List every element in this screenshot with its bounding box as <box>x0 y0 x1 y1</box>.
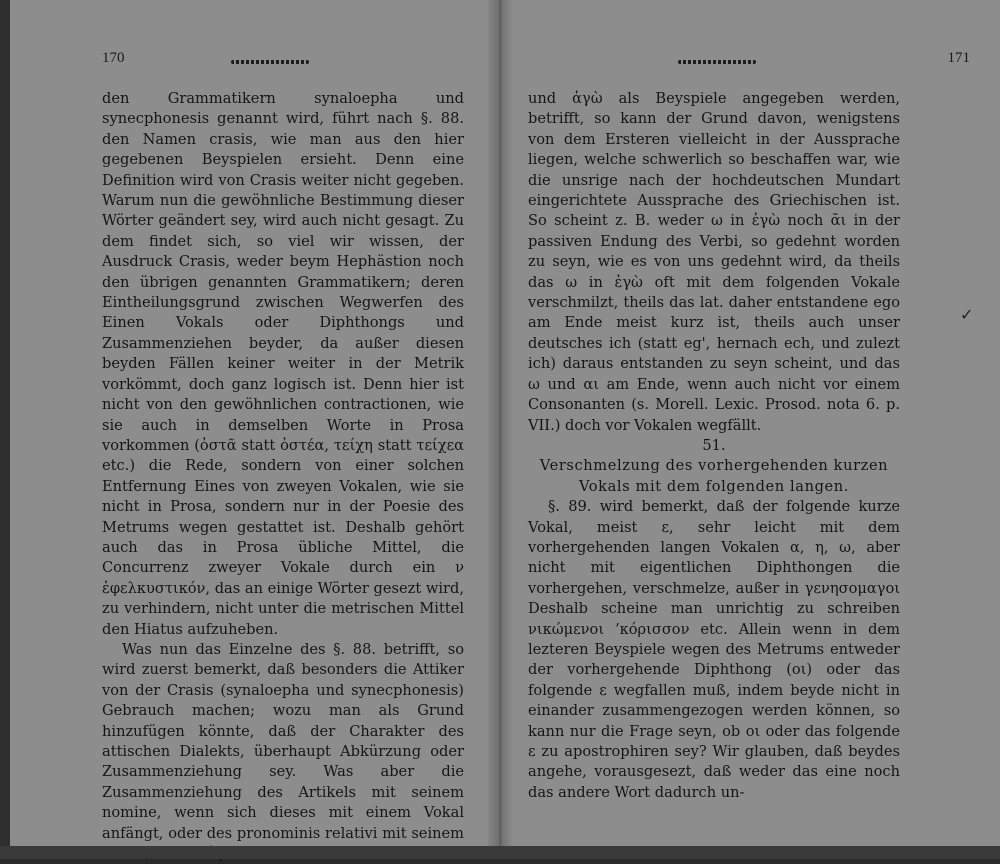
left-page <box>10 0 488 846</box>
paragraph: §. 89. wird bemerkt, daß der folgende kurze Vokal, meist ε, sehr leicht mit dem vorhergehenden langen Vokalen α, η, ω, aber nicht mit eigentlichen Diphthongen die vorhergehen, verschmelze, außer in γενησομαγοι Deshalb scheine man unrichtig zu schreiben νικώμενοι ’κόρισσον etc. Allein wenn in dem lezteren Beyspiele wegen des Metrums entweder der vorhergehende Diphthong (οι) oder das folgende ε wegfallen muß, indem beyde nicht in einander zusammengezogen werden können, so kann nur die Frage seyn, ob οι oder das folgende ε zu apostrophiren sey? Wir glauben, daß beydes angehe, vorausgesezt, daß weder das eine noch das andere Wort dadurch un- <box>528 498 900 801</box>
right-page-header <box>512 50 990 74</box>
paragraph: und ἁγὼ als Beyspiele angegeben werden, betrifft, so kann der Grund davon, wenigstens von dem Ersteren vielleicht in der Aussprache liegen, welche schwerlich so beschaffen war, wie die unsrige nach der hochdeutschen Mundart eingerichtete Aussprache des Griechischen ist. So scheint z. B. weder ω in ἐγὼ noch ᾱι in der passiven Endung des Verbi, so gedehnt worden zu seyn, wie es von uns gedehnt wird, da theils das ω in ἐγὼ oft mit dem folgenden Vokale verschmilzt, theils das lat. daher entstandene ego am Ende meist kurz ist, theils auch unser deutsches ich (statt eg', hernach ech, und zulezt ich) daraus entstanden zu seyn scheint, und das ω und αι am Ende, wenn auch nicht vor einem Consonanten (s. Morell. Lexic. Prosod. nota 6. p. VII.) doch vor Vokalen wegfällt. <box>528 90 900 434</box>
scan-edge <box>0 0 10 859</box>
section-number: 51. <box>702 436 726 454</box>
right-page-body <box>528 89 900 803</box>
book-gutter <box>488 0 512 859</box>
paragraph: Was nun das Einzelne des §. 88. betrifft, so wird zuerst bemerkt, daß besonders die Attiker von der Crasis (synaloepha und synecphonesis) Gebrauch machen; wozu man als Grund hinzufügen könnte, daß der Charakter des attischen Dialekts, überhaupt Abkürzung oder Zusammenziehung sey. Was aber die Zusammenziehung des Artikels mit seinem nomine, wenn sich dieses mit einem Vokal anfängt, oder des pronominis relativi mit seinem <box>102 640 464 842</box>
section-heading: Verschmelzung des vorhergehenden kurzen Vokals mit dem folgenden langen. <box>539 457 889 495</box>
page-number: 171 <box>947 50 970 66</box>
paragraph: den Grammatikern synaloepha und synecphonesis genannt wird, führt nach §. 88. den Namen crasis, wie man aus den hier gegebenen Beyspielen ersieht. Denn eine Definition wird von Crasis weiter nicht gegeben. Warum nun die gewöhnliche Bestimmung dieser Wörter geändert sey, wird auch nicht gesagt. Zu dem findet sich, so viel wir wissen, der Ausdruck Crasis, weder beym Hephästion noch den übrigen genannten Grammatikern; deren Eintheilungsgrund zwischen Wegwerfen des Einen Vokals oder Diphthongs und Zusammenziehen beyder, da außer diesen beyden Fällen keiner weiter in der Metrik vorkömmt, doch ganz logisch ist. Denn hier ist nicht von den gewöhnlichen contractionen, wie sie auch in demselben Worte in Prosa vorkommen (ὀστᾶ statt ὀστέα, τείχη statt τείχεα etc.) die Rede, sondern von einer solchen Entfernung Eines von zweyen Vokalen, wie sie nicht in Prosa, sondern nur in der Poesie des Metrums wegen gestattet ist. Deshalb gehört auch das in Prosa übliche Mittel, die Concurrenz zweyer Vokale durch ein ν ἐφελκυστικόν, das an einige Wörter gesezt wird, zu verhindern, nicht unter die metrischen Mittel den Hiatus aufzuheben. <box>102 90 464 638</box>
right-page <box>512 0 990 846</box>
left-page-body <box>102 89 464 864</box>
margin-mark: ✓ <box>960 305 974 324</box>
left-page-header <box>10 50 488 74</box>
header-ornament <box>678 60 756 64</box>
page-number: 170 <box>102 50 125 66</box>
scan-edge-bottom <box>0 846 1000 859</box>
header-ornament <box>231 60 309 64</box>
